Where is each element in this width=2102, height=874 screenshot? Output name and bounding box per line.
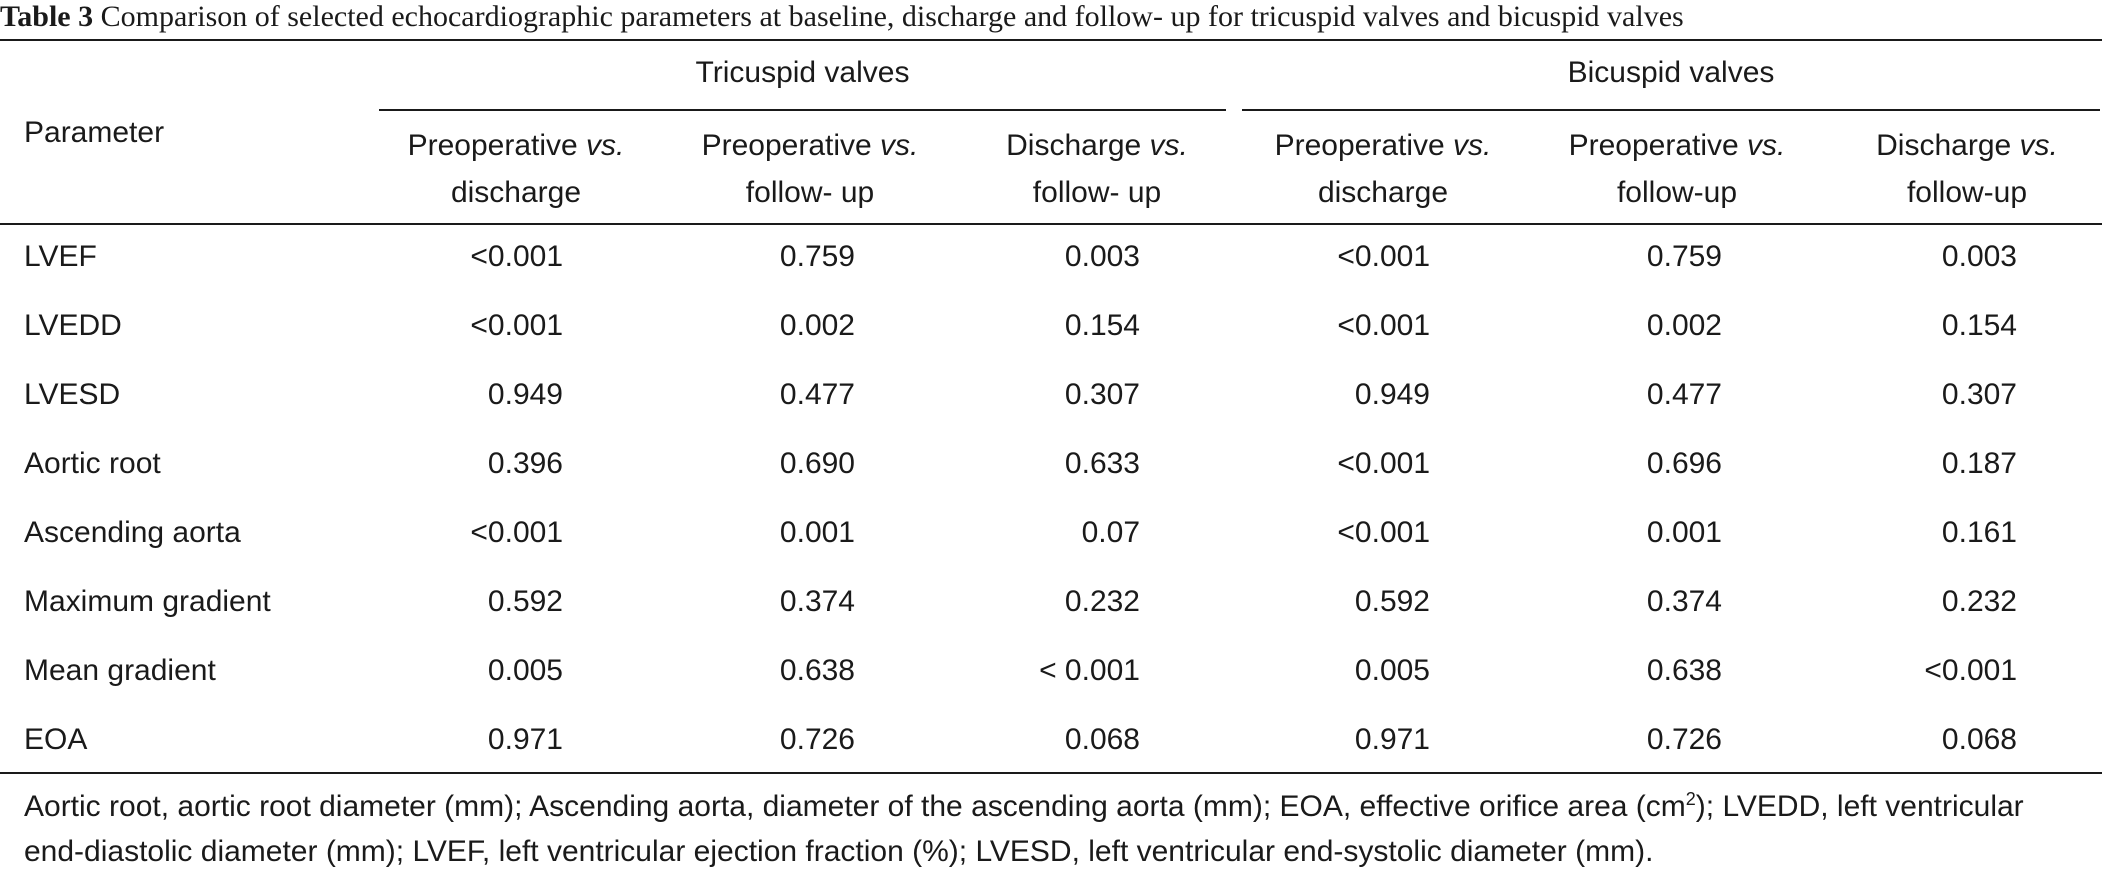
column-header-2	[670, 122, 950, 216]
row-parameter: Maximum gradient	[24, 585, 271, 618]
column-header-text: Preoperative	[1274, 129, 1454, 162]
column-header-3	[957, 122, 1237, 216]
table-cell: 0.001	[779, 516, 855, 549]
row-parameter: LVESD	[24, 378, 121, 411]
table-cell: <0.001	[1337, 447, 1430, 480]
table-cell: 0.726	[779, 723, 855, 756]
table-cell: 0.759	[1646, 240, 1722, 273]
group-header-bicuspid: Bicuspid valves	[1567, 56, 1775, 89]
row-parameter: Mean gradient	[24, 654, 216, 687]
table-cell: 0.592	[1354, 585, 1430, 618]
column-header-text: Preoperative	[701, 129, 881, 162]
column-header-text: Discharge	[1876, 129, 2020, 162]
table-top-rule	[0, 39, 2102, 41]
table-cell: 0.005	[1354, 654, 1430, 687]
table-cell: 0.396	[487, 447, 563, 480]
column-header-vs: vs.	[880, 129, 919, 162]
table-cell: 0.477	[779, 378, 855, 411]
table-cell: 0.068	[1064, 723, 1140, 756]
table-cell: 0.949	[1354, 378, 1430, 411]
column-header-text: Discharge	[1006, 129, 1150, 162]
table-cell: <0.001	[470, 309, 563, 342]
column-header-text: follow-up	[1906, 176, 2028, 209]
column-header-vs: vs.	[586, 129, 625, 162]
footnote-text-1: Aortic root, aortic root diameter (mm); Ascending aorta, diameter of the ascending aorta (mm); EOA, effective orifice area (cm	[24, 790, 1686, 823]
table-cell: 0.690	[779, 447, 855, 480]
table-cell: 0.949	[487, 378, 563, 411]
table-caption-text: Comparison of selected echocardiographic parameters at baseline, discharge and follow- up for tricuspid valves and bicuspid valves	[93, 0, 1684, 33]
table-cell: 0.002	[779, 309, 855, 342]
table-cell: 0.307	[1941, 378, 2017, 411]
column-header-text: discharge	[450, 176, 582, 209]
table-cell: 0.374	[1646, 585, 1722, 618]
table-cell: 0.971	[1354, 723, 1430, 756]
table-cell: 0.374	[779, 585, 855, 618]
group-header-tricuspid: Tricuspid valves	[695, 56, 910, 89]
table-cell: <0.001	[1337, 240, 1430, 273]
column-header-text: follow-up	[1616, 176, 1738, 209]
row-parameter: Ascending aorta	[24, 516, 241, 549]
table-cell: 0.232	[1064, 585, 1140, 618]
parameter-header: Parameter	[24, 116, 165, 149]
column-header-vs: vs.	[2019, 129, 2058, 162]
row-parameter: LVEF	[24, 240, 97, 273]
column-header-vs: vs.	[1453, 129, 1492, 162]
table-cell: 0.003	[1941, 240, 2017, 273]
table-cell: 0.003	[1064, 240, 1140, 273]
column-header-text: Preoperative	[1568, 129, 1748, 162]
table-cell: <0.001	[1924, 654, 2017, 687]
table-cell: 0.154	[1941, 309, 2017, 342]
column-header-vs: vs.	[1747, 129, 1786, 162]
table-cell: 0.187	[1941, 447, 2017, 480]
table-cell: 0.001	[1646, 516, 1722, 549]
table-cell: 0.307	[1064, 378, 1140, 411]
table-cell: 0.638	[1646, 654, 1722, 687]
footnote-text-2: ); LVEDD, left ventricular end-diastolic diameter (mm); LVEF, left ventricular ejection fraction (%); LVESD, left ventricular end-systolic diameter (mm).	[24, 790, 2024, 868]
column-header-text: discharge	[1317, 176, 1449, 209]
table-cell: 0.759	[779, 240, 855, 273]
header-rule	[0, 223, 2102, 225]
row-parameter: LVEDD	[24, 309, 122, 342]
table-cell: 0.696	[1646, 447, 1722, 480]
table-cell: 0.002	[1646, 309, 1722, 342]
row-parameter: Aortic root	[24, 447, 161, 480]
table-cell: 0.971	[487, 723, 563, 756]
table-cell: 0.07	[1081, 516, 1140, 549]
table-cell: <0.001	[470, 240, 563, 273]
column-header-5	[1537, 122, 1817, 216]
column-header-text: follow- up	[1032, 176, 1162, 209]
table-cell: 0.005	[487, 654, 563, 687]
group-rule-tricuspid	[379, 109, 1226, 111]
table-cell: <0.001	[1337, 309, 1430, 342]
table-cell: 0.232	[1941, 585, 2017, 618]
column-header-text: follow- up	[745, 176, 875, 209]
table-cell: 0.154	[1064, 309, 1140, 342]
table-cell: 0.726	[1646, 723, 1722, 756]
table-cell: 0.161	[1941, 516, 2017, 549]
table-cell: 0.477	[1646, 378, 1722, 411]
table-cell: 0.638	[779, 654, 855, 687]
table-cell: <0.001	[470, 516, 563, 549]
table-cell: 0.068	[1941, 723, 2017, 756]
table-caption-label: Table 3	[0, 0, 94, 33]
column-header-text: Preoperative	[407, 129, 587, 162]
row-parameter: EOA	[24, 723, 88, 756]
column-header-vs: vs.	[1149, 129, 1188, 162]
column-header-4	[1243, 122, 1523, 216]
table-cell: 0.633	[1064, 447, 1140, 480]
footnote-superscript: 2	[1685, 789, 1696, 809]
table-bottom-rule	[0, 772, 2102, 774]
table-cell: < 0.001	[1039, 654, 1140, 687]
column-header-1	[376, 122, 656, 216]
table-cell: 0.592	[487, 585, 563, 618]
column-header-6	[1827, 122, 2102, 216]
group-rule-bicuspid	[1242, 109, 2100, 111]
table-footnote	[24, 784, 2084, 874]
table-cell: <0.001	[1337, 516, 1430, 549]
table-caption	[0, 0, 2102, 36]
